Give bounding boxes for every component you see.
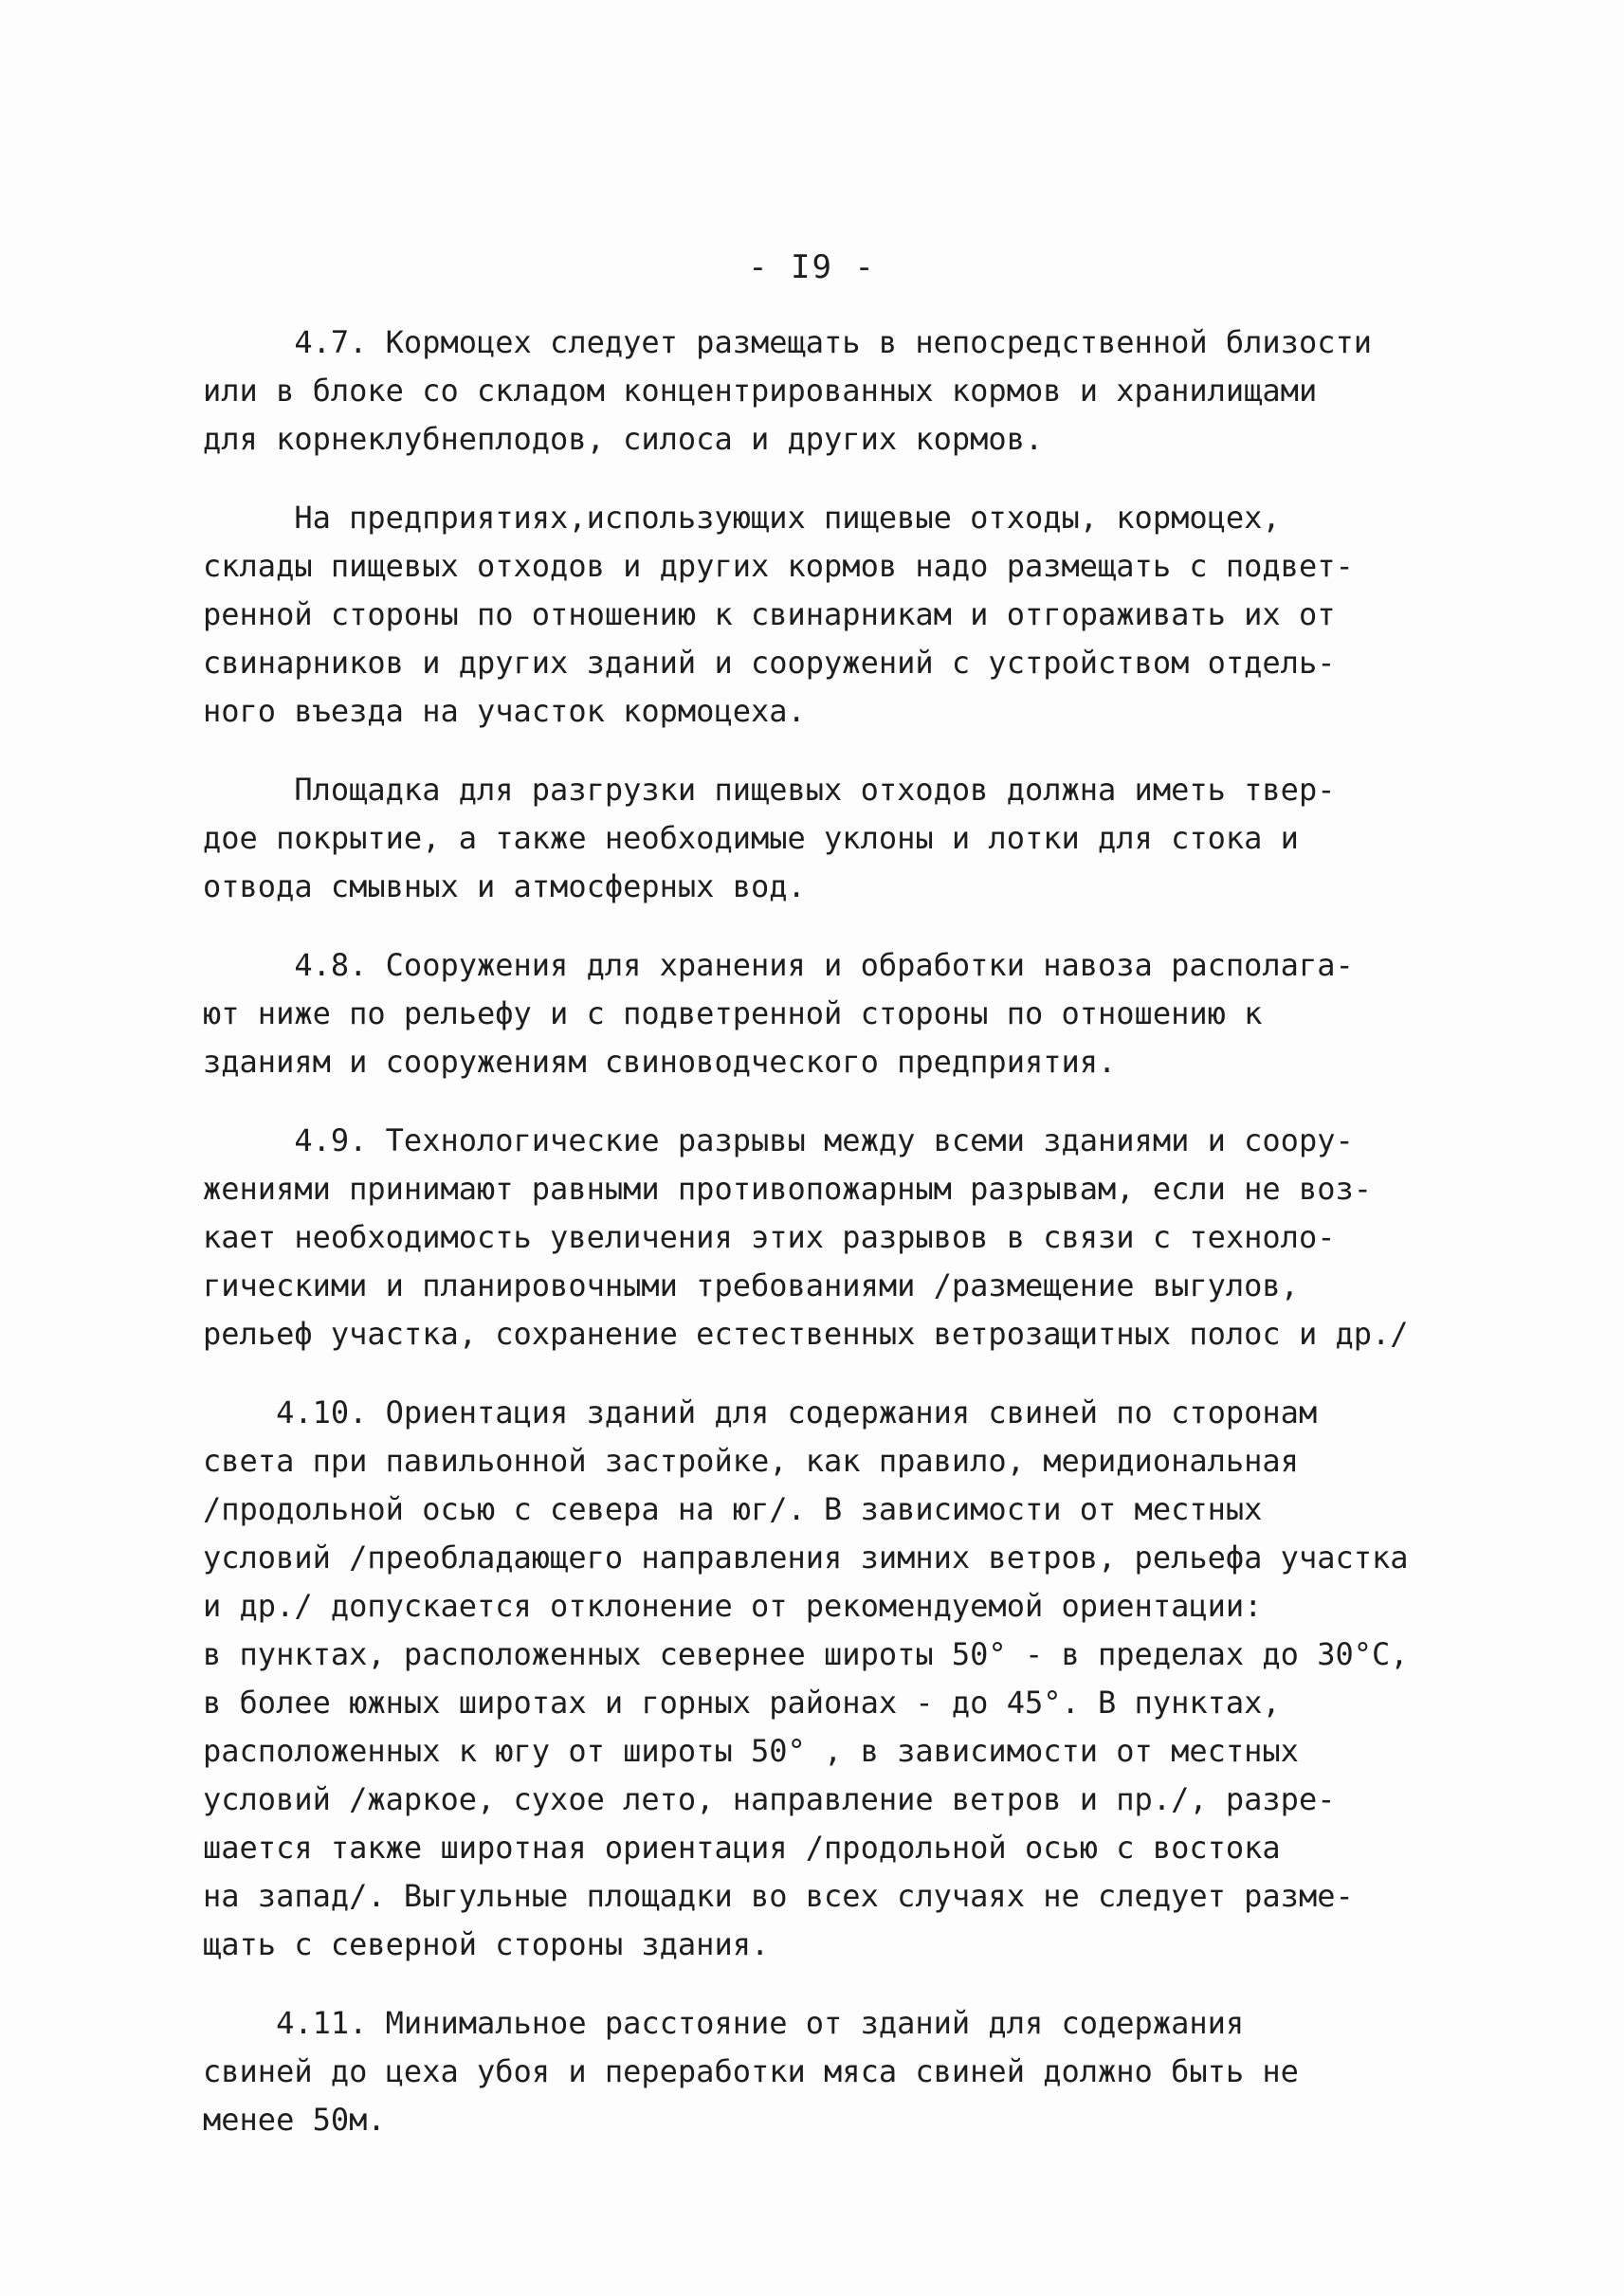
text-line: для корнеклубнеплодов, силоса и других кормов. <box>203 421 1044 457</box>
text-line: склады пищевых отходов и других кормов надо размещать с подвет- <box>203 548 1354 584</box>
paragraph-4-11 <box>203 1999 1454 2144</box>
page-number: - I9 - <box>748 248 876 286</box>
text-line: рельеф участка, сохранение естественных ветрозащитных полос и др./ <box>203 1316 1409 1352</box>
text-line: 4.9. Технологические разрывы между всеми зданиями и соору- <box>203 1122 1354 1158</box>
text-line: или в блоке со складом концентрированных кормов и хранилищами <box>203 373 1318 409</box>
text-line: света при павильонной застройке, как правило, меридиональная <box>203 1443 1299 1479</box>
text-line: гическими и планировочными требованиями /размещение выгулов, <box>203 1267 1299 1303</box>
text-line: в пунктах, расположенных севернее широты 50° - в пределах до 30°С, <box>203 1636 1409 1672</box>
text-line: расположенных к югу от широты 50° , в зависимости от местных <box>203 1733 1299 1769</box>
text-line: дое покрытие, а также необходимые уклоны и лотки для стока и <box>203 820 1299 856</box>
text-line: 4.10. Ориентация зданий для содержания свиней по сторонам <box>203 1394 1318 1430</box>
paragraph-4-8 <box>203 941 1454 1086</box>
paragraph-food-waste <box>203 494 1454 736</box>
paragraph-4-10 <box>203 1389 1454 1969</box>
text-line: 4.8. Сооружения для хранения и обработки навоза располага- <box>203 947 1354 983</box>
text-line: 4.11. Минимальное расстояние от зданий для содержания <box>203 2005 1245 2041</box>
text-line: свинарников и других зданий и сооружений с устройством отдель- <box>203 645 1336 681</box>
text-line: и др./ допускается отклонение от рекомендуемой ориентации: <box>203 1588 1263 1624</box>
text-line: ют ниже по рельефу и с подветренной стороны по отношению к <box>203 995 1263 1031</box>
text-line: На предприятиях,использующих пищевые отходы, кормоцех, <box>203 500 1281 536</box>
text-line: 4.7. Кормоцех следует размещать в непосредственной близости <box>203 324 1372 360</box>
text-line: щать с северной стороны здания. <box>203 1926 770 1962</box>
text-line: свиней до цеха убоя и переработки мяса свиней должно быть не <box>203 2053 1299 2089</box>
text-line: ного въезда на участок кормоцеха. <box>203 693 806 729</box>
text-line: отвода смывных и атмосферных вод. <box>203 868 806 904</box>
text-line: ренной стороны по отношению к свинарникам и отгораживать их от <box>203 596 1336 632</box>
paragraph-unloading-area <box>203 766 1454 911</box>
text-line: кает необходимость увеличения этих разрывов в связи с техноло- <box>203 1219 1336 1255</box>
text-line: условий /преобладающего направления зимних ветров, рельефа участка <box>203 1540 1409 1576</box>
text-line: менее 50м. <box>203 2102 386 2138</box>
text-line: Площадка для разгрузки пищевых отходов должна иметь твер- <box>203 772 1336 808</box>
paragraph-4-7 <box>203 319 1454 464</box>
text-line: жениями принимают равными противопожарным разрывам, если не воз- <box>203 1171 1372 1207</box>
text-line: /продольной осью с севера на юг/. В зависимости от местных <box>203 1491 1263 1527</box>
text-line: на запад/. Выгульные площадки во всех случаях не следует разме- <box>203 1878 1354 1914</box>
text-line: в более южных широтах и горных районах - до 45°. В пунктах, <box>203 1685 1281 1721</box>
document-body <box>203 319 1454 2175</box>
text-line: зданиям и сооружениям свиноводческого предприятия. <box>203 1044 1117 1080</box>
text-line: условий /жаркое, сухое лето, направление ветров и пр./, разре- <box>203 1781 1336 1817</box>
text-line: шается также широтная ориентация /продольной осью с востока <box>203 1830 1281 1866</box>
paragraph-4-9 <box>203 1117 1454 1358</box>
